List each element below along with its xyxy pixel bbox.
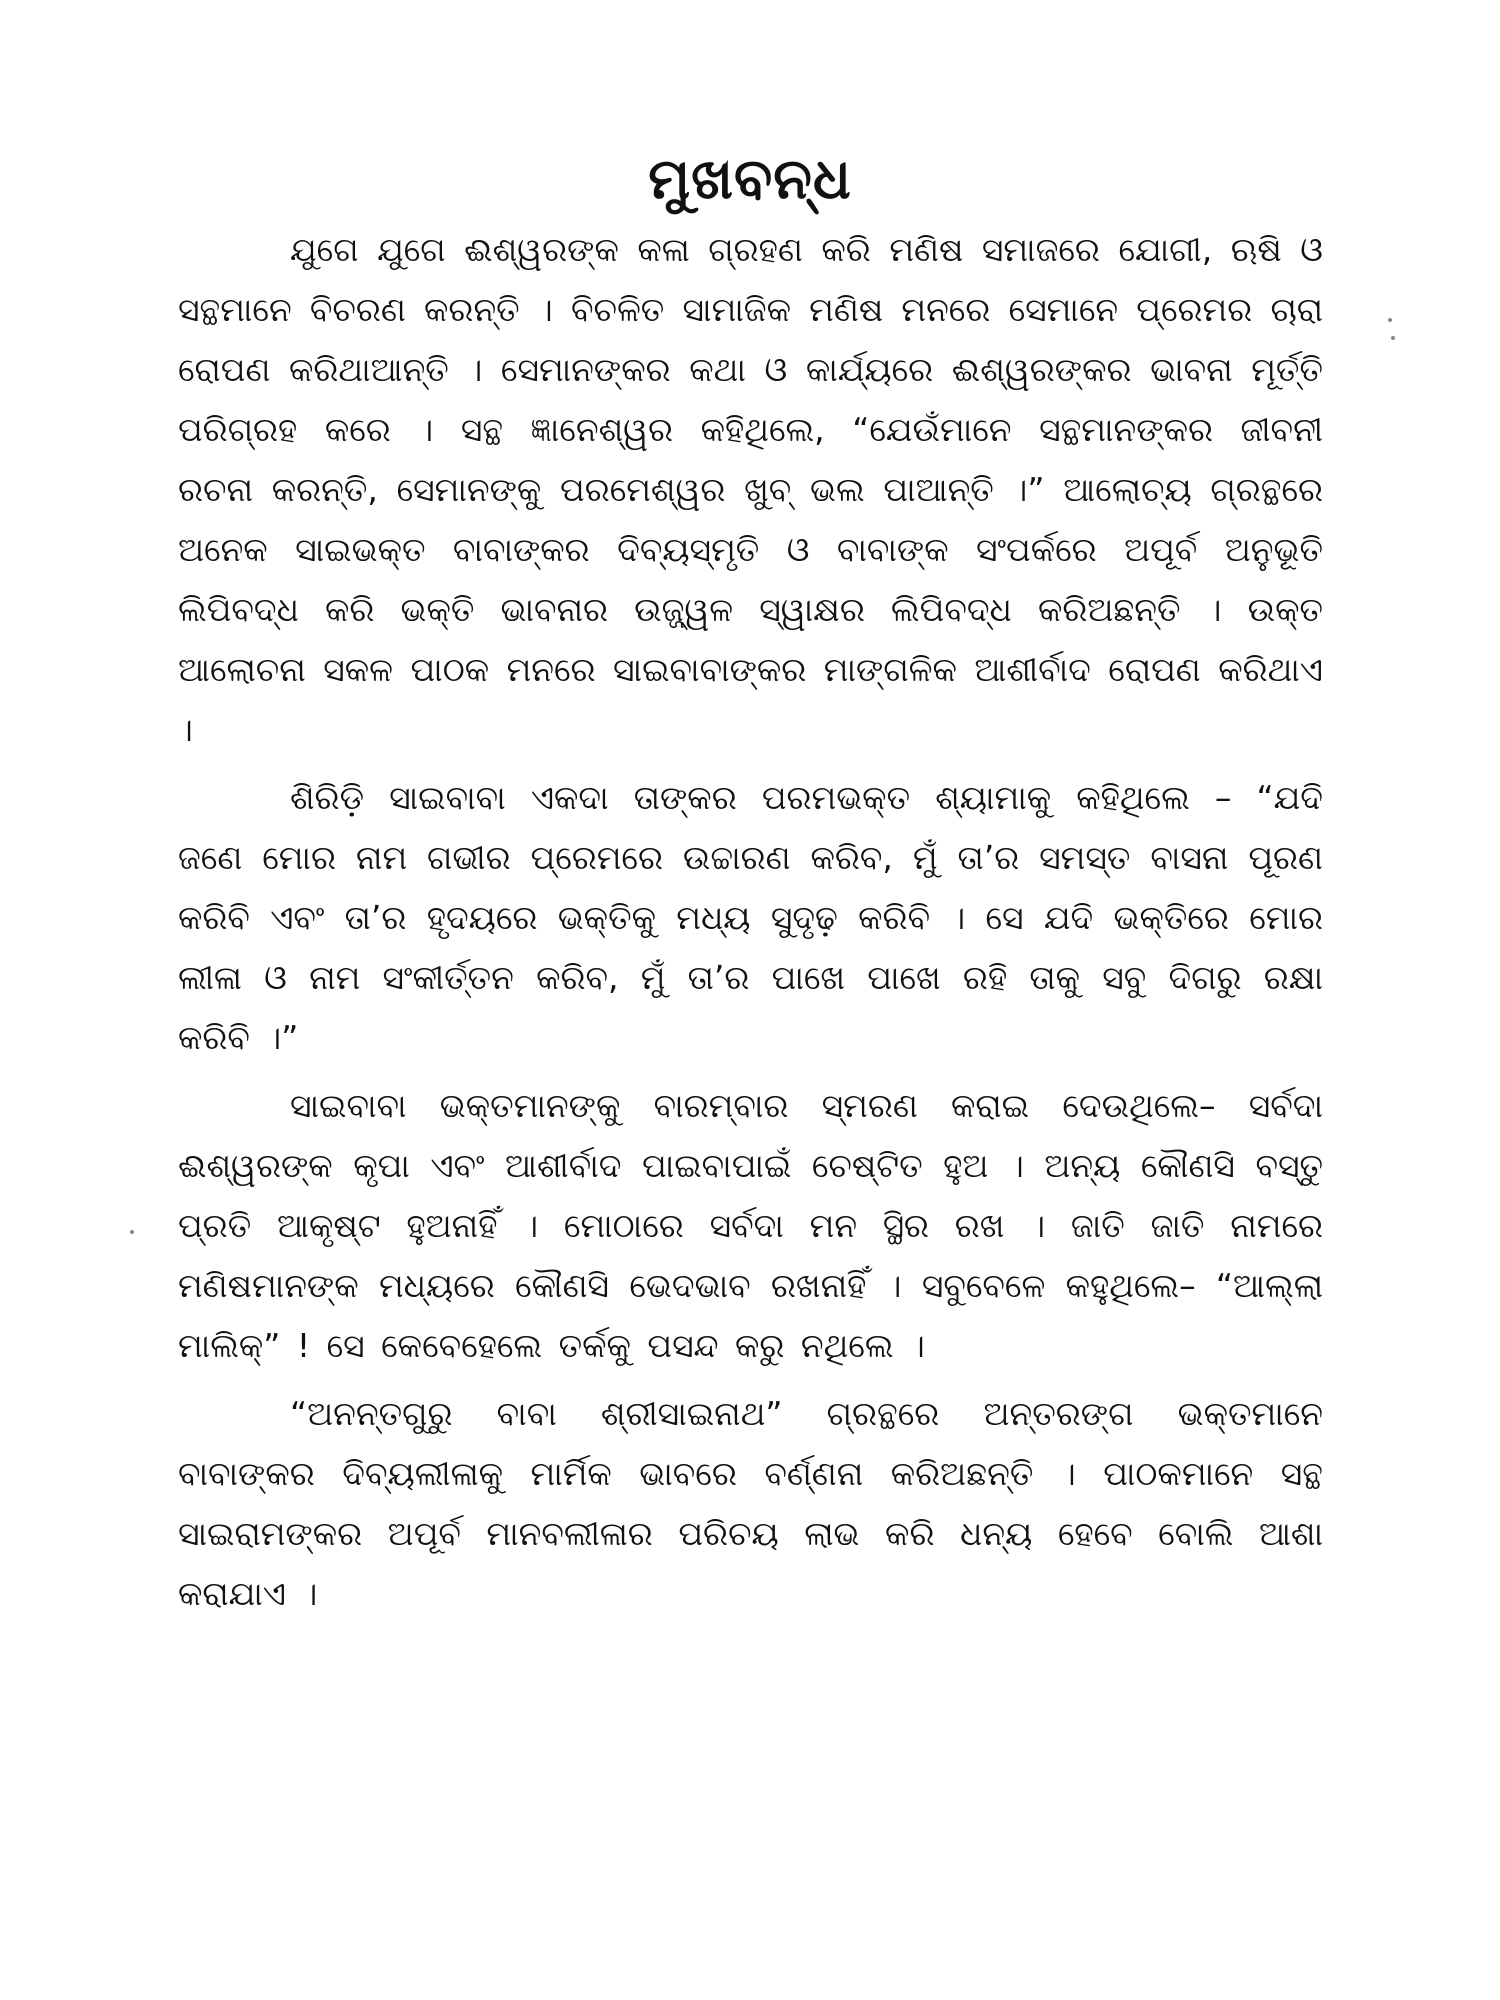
paragraph-2: ଶିରିଡ଼ି ସାଇବାବା ଏକଦା ତାଙ୍କର ପରମଭକ୍ତ ଶ୍ୟାମାକୁ କହିଥିଲେ – “ଯଦି ଜଣେ ମୋର ନାମ ଗଭୀର ପ୍ରେମରେ ଉଚ୍ଚାରଣ କରିବ, ମୁଁ ତା’ର ସମସ୍ତ ବାସନା ପୂରଣ କରିବି ଏବଂ ତା’ର ହୃଦୟରେ ଭକ୍ତିକୁ ମଧ୍ୟ ସୁଦୃଢ଼ କରିବି । ସେ ଯଦି ଭକ୍ତିରେ ମୋର ଲୀଳା ଓ ନାମ ସଂକୀର୍ତ୍ତନ କରିବ, ମୁଁ ତା’ର ପାଖେ ପାଖେ ରହି ତାକୁ ସବୁ ଦିଗରୁ ରକ୍ଷା କରିବି ।” [178, 778, 1323, 1057]
scan-speck [130, 1230, 134, 1234]
scan-speck [1388, 318, 1392, 322]
paragraph-3: ସାଇବାବା ଭକ୍ତମାନଙ୍କୁ ବାରମ୍ବାର ସ୍ମରଣ କରାଇ ଦେଉଥିଲେ– ସର୍ବଦା ଈଶ୍ୱରଙ୍କ କୃପା ଏବଂ ଆଶୀର୍ବାଦ ପାଇବାପାଇଁ ଚେଷ୍ଟିତ ହୁଅ । ଅନ୍ୟ କୌଣସି ବସ୍ତୁ ପ୍ରତି ଆକୃଷ୍ଟ ହୁଅନାହିଁ । ମୋଠାରେ ସର୍ବଦା ମନ ସ୍ଥିର ରଖ । ଜାତି ଜାତି ନାମରେ ମଣିଷମାନଙ୍କ ମଧ୍ୟରେ କୌଣସି ଭେଦଭାବ ରଖନାହିଁ । ସବୁବେଳେ କହୁଥିଲେ– “ଆଲ୍ଲା ମାଲିକ୍” ! ସେ କେବେହେଲେ ତର୍କକୁ ପସନ୍ଦ କରୁ ନଥିଲେ । [178, 1086, 1323, 1365]
scan-speck [1391, 336, 1395, 340]
preface-body [178, 220, 1323, 1624]
page-title: ମୁଖବନ୍ଧ [648, 147, 852, 212]
paragraph-1: ଯୁଗେ ଯୁଗେ ଈଶ୍ୱରଙ୍କ କଳା ଗ୍ରହଣ କରି ମଣିଷ ସମାଜରେ ଯୋଗୀ, ଋଷି ଓ ସନ୍ଥମାନେ ବିଚରଣ କରନ୍ତି । ବିଚଳିତ ସାମାଜିକ ମଣିଷ ମନରେ ସେମାନେ ପ୍ରେମର ଚାରା ରୋପଣ କରିଥାଆନ୍ତି । ସେମାନଙ୍କର କଥା ଓ କାର୍ଯ୍ୟରେ ଈଶ୍ୱରଙ୍କର ଭାବନା ମୂର୍ତ୍ତି ପରିଗ୍ରହ କରେ । ସନ୍ଥ ଜ୍ଞାନେଶ୍ୱର କହିଥିଲେ, “ଯେଉଁମାନେ ସନ୍ଥମାନଙ୍କର ଜୀବନୀ ରଚନା କରନ୍ତି, ସେମାନଙ୍କୁ ପରମେଶ୍ୱର ଖୁବ୍ ଭଲ ପାଆନ୍ତି ।” ଆଲୋଚ୍ୟ ଗ୍ରନ୍ଥରେ ଅନେକ ସାଇଭକ୍ତ ବାବାଙ୍କର ଦିବ୍ୟସ୍ମୃତି ଓ ବାବାଙ୍କ ସଂପର୍କରେ ଅପୂର୍ବ ଅନୁଭୂତି ଲିପିବଦ୍ଧ କରି ଭକ୍ତି ଭାବନାର ଉଜ୍ଜ୍ୱଳ ସ୍ୱାକ୍ଷର ଲିପିବଦ୍ଧ କରିଅଛନ୍ତି । ଉକ୍ତ ଆଲୋଚନା ସକଳ ପାଠକ ମନରେ ସାଇବାବାଙ୍କର ମାଙ୍ଗଳିକ ଆଶୀର୍ବାଦ ରୋପଣ କରିଥାଏ । [178, 230, 1323, 749]
paragraph-4: “ଅନନ୍ତଗୁରୁ ବାବା ଶ୍ରୀସାଇନାଥ” ଗ୍ରନ୍ଥରେ ଅନ୍ତରଙ୍ଗ ଭକ୍ତମାନେ ବାବାଙ୍କର ଦିବ୍ୟଲୀଳାକୁ ମାର୍ମିକ ଭାବରେ ବର୍ଣ୍ଣନା କରିଅଛନ୍ତି । ପାଠକମାନେ ସନ୍ଥ ସାଇରାମଙ୍କର ଅପୂର୍ବ ମାନବଲୀଳାର ପରିଚୟ ଲାଭ କରି ଧନ୍ୟ ହେବେ ବୋଲି ଆଶା କରାଯାଏ । [178, 1394, 1323, 1613]
